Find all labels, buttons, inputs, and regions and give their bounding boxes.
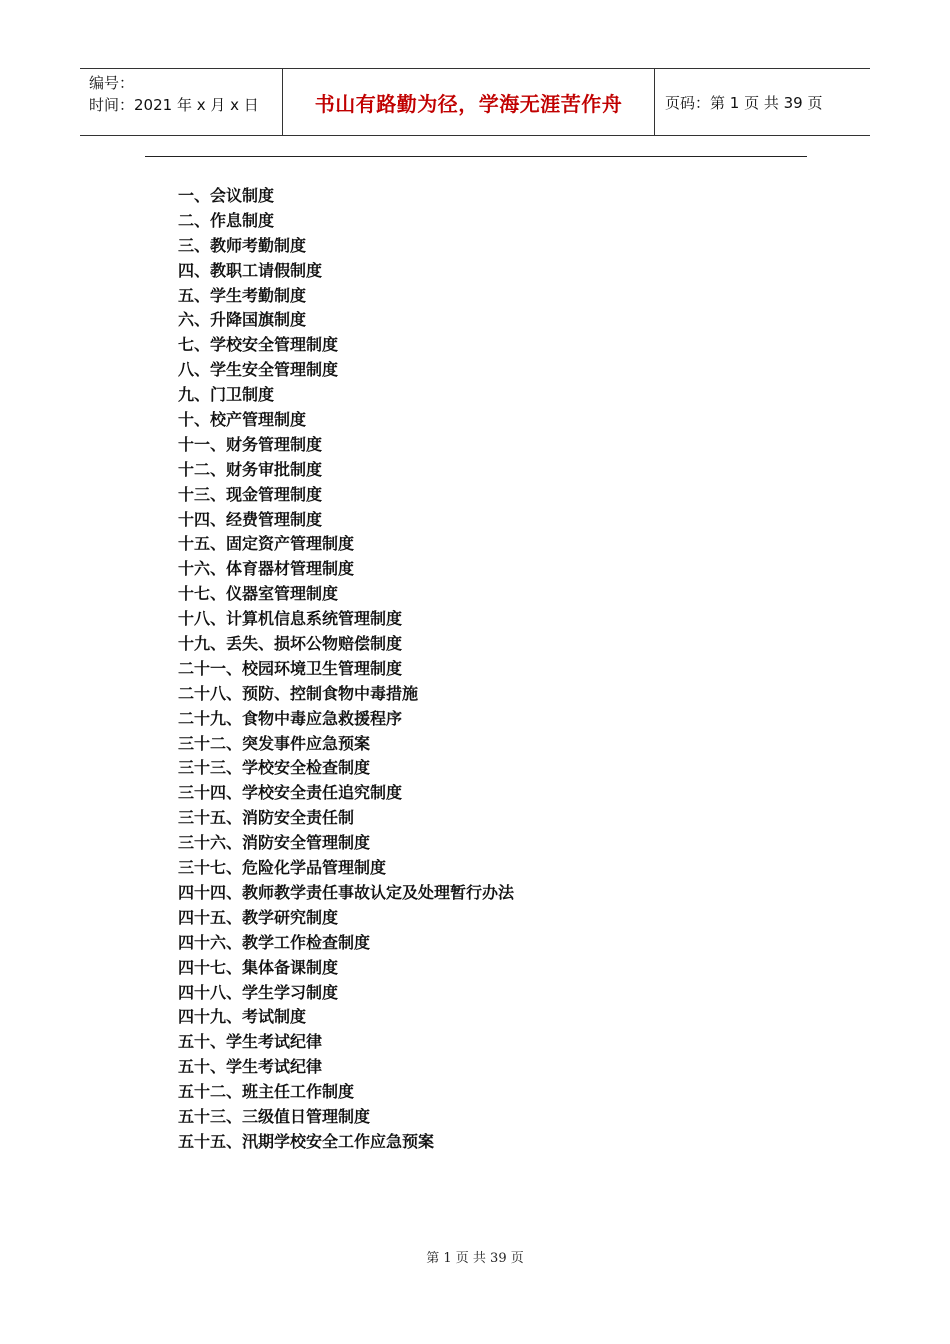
toc-item: 四、教职工请假制度 — [178, 260, 323, 280]
header-page-cell — [655, 69, 870, 135]
toc-item: 五、学生考勤制度 — [178, 285, 307, 305]
page-footer — [0, 1247, 950, 1266]
header-motto-cell — [282, 69, 655, 135]
toc-item: 三、教师考勤制度 — [178, 235, 307, 255]
toc-item: 十、校产管理制度 — [178, 410, 307, 430]
toc-item: 五十五、汛期学校安全工作应急预案 — [178, 1131, 435, 1151]
footer-page-number: 第 1 页 共 39 页 — [426, 1251, 524, 1266]
toc-item: 五十三、三级值日管理制度 — [178, 1106, 371, 1126]
toc-item: 八、学生安全管理制度 — [178, 360, 339, 380]
toc-item: 三十四、学校安全责任追究制度 — [178, 783, 403, 803]
toc-item: 十五、固定资产管理制度 — [178, 534, 355, 554]
toc-item: 九、门卫制度 — [178, 385, 275, 405]
toc-item: 十三、现金管理制度 — [178, 484, 323, 504]
toc-item: 十六、体育器材管理制度 — [178, 559, 355, 579]
toc-item: 四十九、考试制度 — [178, 1007, 307, 1027]
toc-item: 四十七、集体备课制度 — [178, 957, 339, 977]
toc-item: 三十二、突发事件应急预案 — [178, 733, 371, 753]
header-divider — [145, 156, 807, 157]
toc-item: 十一、财务管理制度 — [178, 434, 323, 454]
page-header — [80, 68, 870, 136]
header-page-info: 页码：第 1 页 共 39 页 — [665, 93, 823, 112]
toc-item: 四十八、学生学习制度 — [178, 982, 339, 1002]
toc-item: 十二、财务审批制度 — [178, 459, 323, 479]
document-date: 时间：2021 年 x 月 x 日 — [89, 96, 259, 114]
document-number-label: 编号： — [89, 74, 135, 92]
toc-item: 十九、丢失、损坏公物赔偿制度 — [178, 634, 403, 654]
toc-item: 四十五、教学研究制度 — [178, 907, 339, 927]
header-motto: 书山有路勤为径，学海无涯苦作舟 — [314, 91, 623, 116]
toc-item: 五十、学生考试纪律 — [178, 1032, 323, 1052]
toc-item: 一、会议制度 — [178, 186, 275, 205]
toc-item: 三十三、学校安全检查制度 — [178, 758, 371, 778]
toc-item: 四十六、教学工作检查制度 — [178, 932, 371, 952]
toc-item: 十七、仪器室管理制度 — [178, 584, 339, 604]
toc-item: 二十八、预防、控制食物中毒措施 — [178, 683, 419, 703]
toc-item: 三十五、消防安全责任制 — [178, 808, 355, 828]
toc-item: 七、学校安全管理制度 — [178, 335, 339, 355]
toc-item: 十四、经费管理制度 — [178, 509, 323, 529]
toc-item: 五十、学生考试纪律 — [178, 1057, 323, 1077]
toc-item: 二十九、食物中毒应急救援程序 — [178, 708, 403, 728]
toc-item: 五十二、班主任工作制度 — [178, 1082, 355, 1102]
toc-item: 二十一、校园环境卫生管理制度 — [178, 658, 403, 678]
toc-item: 四十四、教师教学责任事故认定及处理暂行办法 — [178, 882, 515, 902]
toc-item: 三十六、消防安全管理制度 — [178, 833, 371, 853]
toc-item: 十八、计算机信息系统管理制度 — [178, 609, 403, 629]
toc-item: 二、作息制度 — [178, 210, 275, 230]
toc-item: 六、升降国旗制度 — [178, 310, 307, 330]
toc-item: 三十七、危险化学品管理制度 — [178, 858, 387, 878]
header-meta-cell — [80, 69, 282, 135]
table-of-contents — [178, 184, 514, 1155]
